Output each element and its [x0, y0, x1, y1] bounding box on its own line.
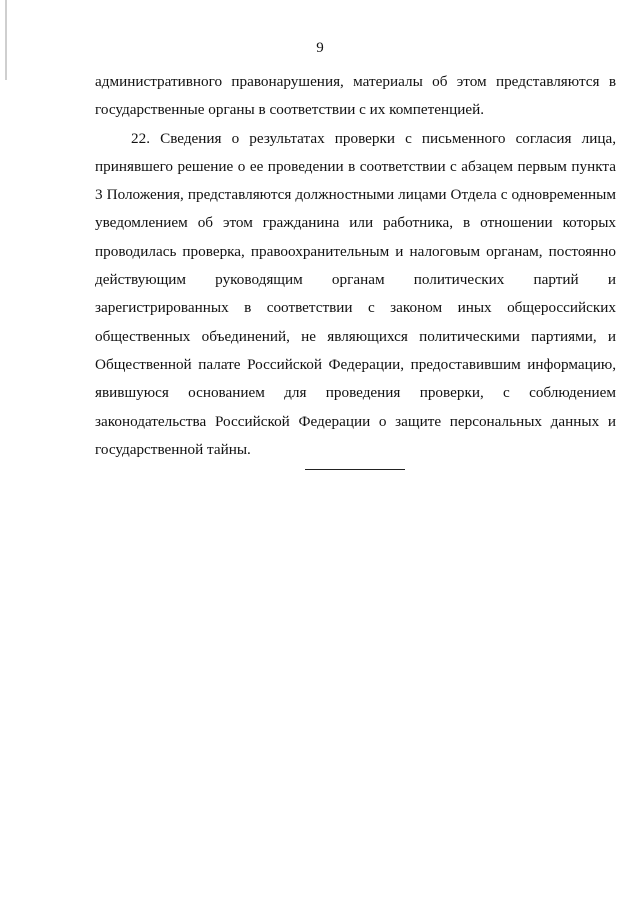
- document-body: [95, 68, 616, 464]
- end-of-document-rule: [305, 469, 405, 470]
- page-number: 9: [316, 40, 324, 56]
- paragraph-continued: административного правонарушения, материалы об этом представляются в государственные органы в соответствии с их компетенцией.: [95, 73, 616, 119]
- paragraph-22: 22. Сведения о результатах проверки с письменного согласия лица, принявшего решение о ее проведении в соответствии с абзацем первым пункта 3 Положения, представляются должностными лицами Отдела с одновременным уведомлением об этом гражданина или работника, в отношении которых проводилась проверка, правоохранительным и налоговым органам, постоянно действующим руководящим органам политических партий и зарегистрированных в соответствии с законом иных общероссийских общественных объединений, не являющихся политическими партиями, и Общественной палате Российской Федерации, предоставившим информацию, явившуюся основанием для проведения проверки, с соблюдением законодательства Российской Федерации о защите персональных данных и государственной тайны.: [95, 129, 616, 458]
